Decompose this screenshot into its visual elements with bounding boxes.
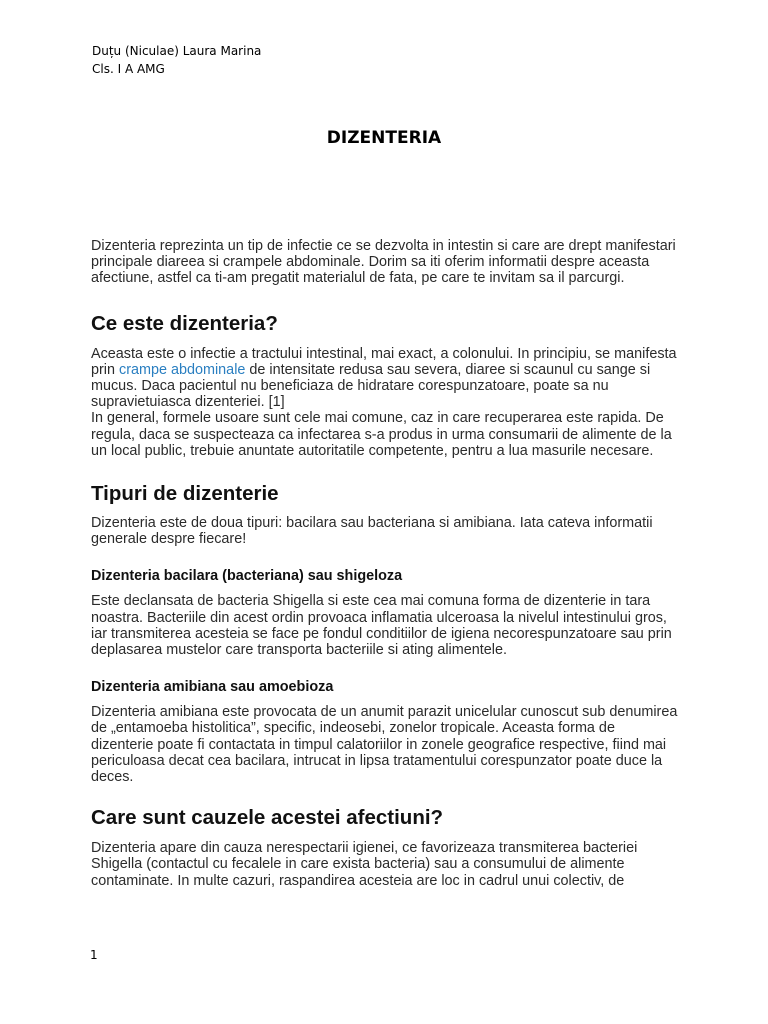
author-class: Cls. I A AMG [92, 62, 165, 76]
types-intro-paragraph: Dizenteria este de doua tipuri: bacilara sau bacteriana si amibiana. Iata cateva informatii generale despre fiecare! [91, 515, 653, 548]
author-block [92, 42, 261, 78]
heading-types: Tipuri de dizenterie [91, 482, 279, 506]
page-number: 1 [90, 948, 98, 962]
heading-what-is: Ce este dizenteria? [91, 311, 278, 335]
what-is-paragraph-2: In general, formele usoare sunt cele mai comune, caz in care recuperarea este rapida. De regula, daca se suspecteaza ca infectarea s-a produs in urma consumarii de alimente de la un local public, trebuie anuntate autoritatile competente, pentru a lua masurile necesare. [91, 410, 672, 459]
bacilara-paragraph: Este declansata de bacteria Shigella si este cea mai comuna forma de dizenterie in tara noastra. Bacteriile din acest ordin provoaca inflamatia ulceroasa la nivelul intestinului gros, iar transmiterea acesteia se face pe fondul conditiilor de igiena necorespunzatoare sau prin deplasarea mustelor care transporta bacteriile si ating alimentele. [91, 593, 672, 659]
what-is-text-before-link: Aceasta este o infectie a tractului intestinal, mai exact, a colonului. In principiu, se manifesta prin [91, 345, 677, 378]
author-name: Duțu (Niculae) Laura Marina [92, 44, 262, 58]
intro-paragraph: Dizenteria reprezinta un tip de infectie ce se dezvolta in intestin si care are drept manifestari principale diareea si crampele abdominale. Dorim sa iti oferim informatii despre aceasta afectiune, astfel ca ti-am pregatit materialul de fata, pe care te invitam sa il parcurgi. [91, 238, 676, 287]
subheading-amibiana: Dizenteria amibiana sau amoebioza [91, 679, 334, 696]
document-body [91, 238, 681, 889]
what-is-text-after-link: de intensitate redusa sau severa, diaree si scaunul cu sange si mucus. Daca pacientul nu beneficiaza de hidratare corespunzatoare, poate sa nu supravietuiasca dizenteriei. [1] [91, 361, 651, 411]
heading-causes: Care sunt cauzele acestei afectiuni? [91, 806, 444, 830]
crampe-abdominale-link[interactable]: crampe abdominale [119, 361, 246, 378]
causes-paragraph: Dizenteria apare din cauza nerespectarii igienei, ce favorizeaza transmiterea bacteriei Shigella (contactul cu fecalele in care exista bacteria) sau a consumului de alimente contaminate. In multe cazuri, raspandirea acesteia are loc in cadrul unui colectiv, de [91, 840, 638, 889]
document-title: DIZENTERIA [326, 128, 442, 148]
amibiana-paragraph: Dizenteria amibiana este provocata de un anumit parazit unicelular cunoscut sub denumirea de „entamoeba histolitica”, specific, indeosebi, zonelor tropicale. Aceasta forma de dizenterie poate fi contactata in timpul calatoriilor in zonele geografice respective, fiind mai periculoasa decat cea bacilara, intrucat in lipsa tratamentului corespunzator poate duce la deces. [91, 704, 678, 786]
subheading-bacilara: Dizenteria bacilara (bacteriana) sau shigeloza [91, 568, 403, 585]
what-is-paragraph-1 [91, 346, 681, 411]
